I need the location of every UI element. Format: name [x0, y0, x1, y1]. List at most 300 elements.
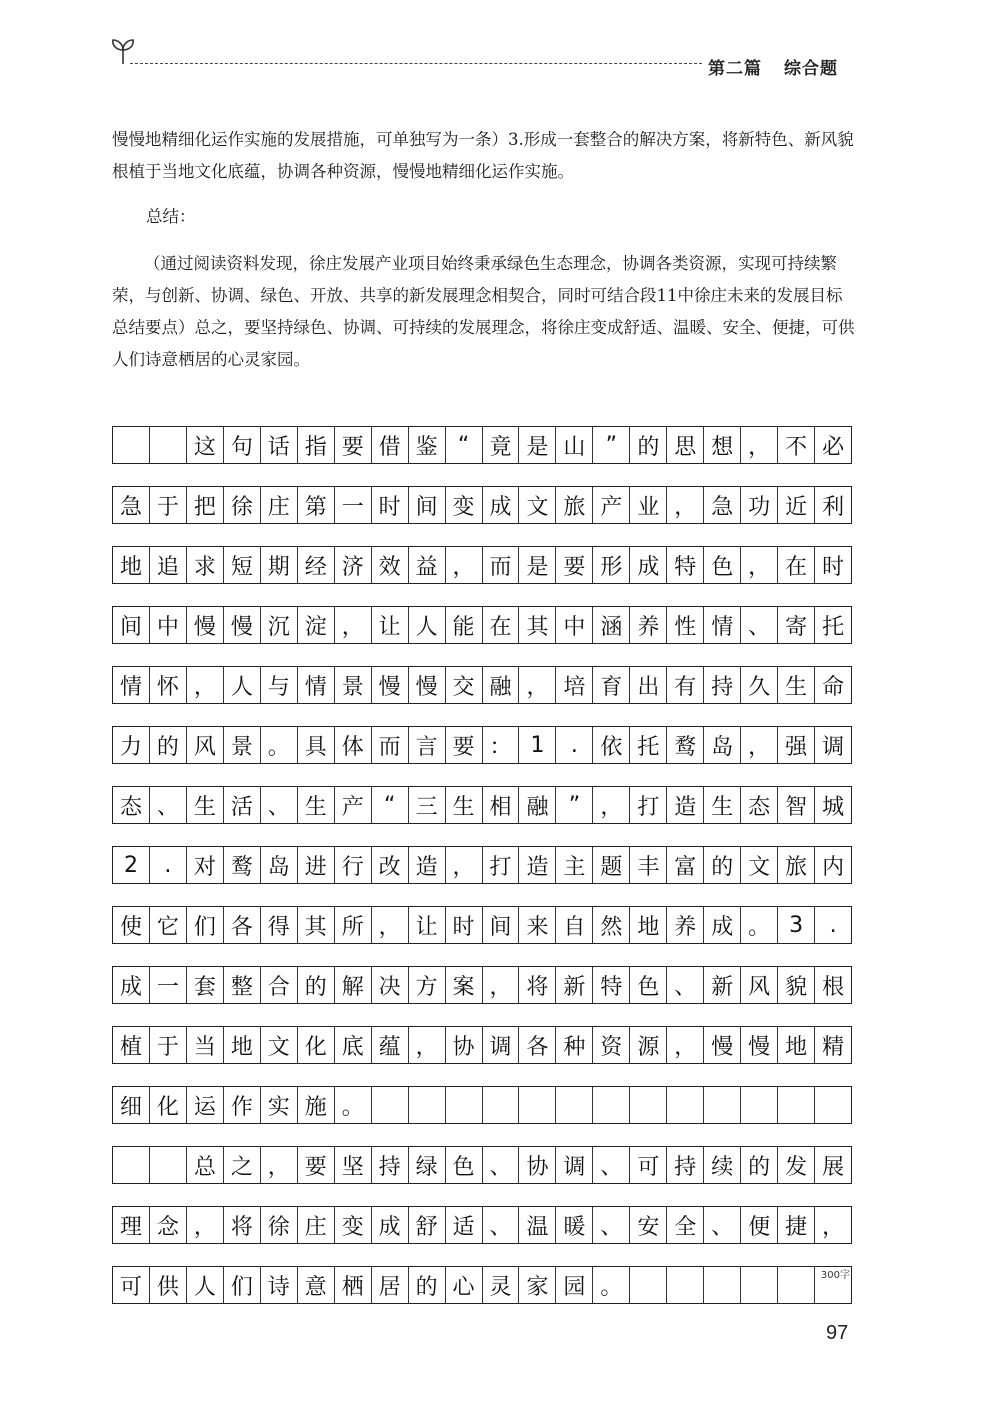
essay-grid-cell [630, 1087, 667, 1123]
essay-grid-row [112, 786, 852, 824]
essay-grid-cell [778, 1087, 815, 1123]
essay-grid-cell: 调 [822, 734, 845, 760]
essay-grid-cell: ， [446, 547, 483, 583]
essay-grid-cell: 题 [593, 847, 630, 883]
essay-grid-cell: 的 [741, 1147, 778, 1183]
running-header [708, 54, 838, 79]
essay-grid-cell: 蕴 [372, 1027, 409, 1063]
essay-grid-cell: 把 [187, 487, 224, 523]
essay-grid-cell: 济 [335, 547, 372, 583]
essay-grid-cell: 适 [446, 1207, 483, 1243]
essay-grid-cell: ， [187, 667, 224, 703]
essay-grid-cell: 新 [556, 967, 593, 1003]
essay-grid-cell: 形 [593, 547, 630, 583]
essay-grid-cell [704, 1267, 741, 1303]
essay-grid-cell: 依 [593, 727, 630, 763]
essay-grid-cell: 生 [778, 667, 815, 703]
essay-grid-cell: 效 [372, 547, 409, 583]
essay-grid-cell: 风 [187, 727, 224, 763]
essay-grid-cell: ， [483, 967, 520, 1003]
essay-grid-cell [372, 1087, 409, 1123]
essay-grid-cell: 套 [187, 967, 224, 1003]
essay-grid-cell: 是 [519, 427, 556, 463]
essay-grid-cell: 主 [556, 847, 593, 883]
essay-grid-cell: 调 [483, 1027, 520, 1063]
essay-grid-cell: 成 [630, 547, 667, 583]
essay-grid-cell: 方 [409, 967, 446, 1003]
essay-grid-cell: 解 [335, 967, 372, 1003]
essay-grid-cell: 意 [298, 1267, 335, 1303]
essay-grid-cell: 持 [667, 1147, 704, 1183]
essay-grid-cell: 坚 [335, 1147, 372, 1183]
essay-grid-cell: 案 [446, 967, 483, 1003]
essay-grid-cell: 出 [630, 667, 667, 703]
essay-grid-cell: 急 [704, 487, 741, 523]
essay-grid-cell: . [556, 727, 593, 763]
essay-grid-cell: 第 [298, 487, 335, 523]
essay-grid-cell: 地 [630, 907, 667, 943]
essay-grid-cell: 景 [335, 667, 372, 703]
essay-grid-cell: 决 [372, 967, 409, 1003]
essay-grid-cell: 诗 [261, 1267, 298, 1303]
essay-grid-cell: ， [519, 667, 556, 703]
paragraph-3: （通过阅读资料发现，徐庄发展产业项目始终秉承绿色生态理念，协调各类资源，实现可持续繁荣，与创新、协调、绿色、开放、共享的新发展理念相契合，同时可结合段11中徐庄未来的发展目标总结要点）总之，要坚持绿色、协调、可持续的发展理念，将徐庄变成舒适、温暖、安全、便捷，可供人们诗意栖居的心灵家园。 [112, 254, 855, 369]
essay-grid-cell: 它 [150, 907, 187, 943]
essay-grid-cell: 自 [556, 907, 593, 943]
essay-grid-cell: 成 [704, 907, 741, 943]
essay-grid-cell: 相 [483, 787, 520, 823]
essay-grid-cell [815, 1087, 851, 1123]
essay-grid-cell: 实 [261, 1087, 298, 1123]
essay-grid-cell: 慢 [741, 1027, 778, 1063]
essay-grid-cell: 地 [224, 1027, 261, 1063]
essay-grid-row [112, 726, 852, 764]
essay-grid-cell: 态 [113, 787, 150, 823]
essay-grid-cell: 在 [778, 547, 815, 583]
essay-grid-cell: 、 [593, 1147, 630, 1183]
essay-grid-cell: 资 [593, 1027, 630, 1063]
essay-grid-cell [667, 1087, 704, 1123]
essay-grid-cell: 与 [261, 667, 298, 703]
essay-grid-cell: 文 [741, 847, 778, 883]
essay-grid-cell: 经 [298, 547, 335, 583]
essay-grid-cell: 情 [704, 607, 741, 643]
essay-grid-cell: 、 [483, 1147, 520, 1183]
essay-grid-row [112, 1206, 852, 1244]
essay-grid-row [112, 606, 852, 644]
essay-grid-cell: 1 [519, 727, 556, 763]
essay-grid-cell: 话 [261, 427, 298, 463]
essay-grid-cell: 富 [667, 847, 704, 883]
essay-grid-cell: ， [261, 1147, 298, 1183]
essay-grid-cell: 对 [187, 847, 224, 883]
essay-grid-cell [446, 1087, 483, 1123]
essay-grid-cell [741, 1267, 778, 1303]
essay-grid-cell: 的 [409, 1267, 446, 1303]
essay-grid-cell: 。 [335, 1087, 372, 1123]
essay-grid-cell: 、 [483, 1207, 520, 1243]
essay-grid-cell: 养 [667, 907, 704, 943]
essay-grid-cell: 怀 [150, 667, 187, 703]
essay-grid-cell: 舒 [409, 1207, 446, 1243]
essay-grid-cell: 家 [519, 1267, 556, 1303]
essay-grid-cell: 持 [704, 667, 741, 703]
essay-grid-cell: 活 [224, 787, 261, 823]
essay-grid-cell: 温 [519, 1207, 556, 1243]
essay-grid-cell: . [829, 912, 837, 938]
essay-grid-cell: 生 [446, 787, 483, 823]
essay-grid-cell: 全 [667, 1207, 704, 1243]
summary-heading: 总结： [146, 207, 196, 226]
essay-grid-cell: 所 [335, 907, 372, 943]
essay-grid-cell: ， [667, 1027, 704, 1063]
essay-grid-cell: 们 [224, 1267, 261, 1303]
section-label: 综合题 [784, 59, 838, 79]
essay-grid-cell: 鹜 [667, 727, 704, 763]
essay-grid-cell: 短 [224, 547, 261, 583]
essay-grid-cell: 持 [372, 1147, 409, 1183]
essay-grid-cell: 暖 [556, 1207, 593, 1243]
essay-grid-cell: 然 [593, 907, 630, 943]
essay-grid-cell: 情 [113, 667, 150, 703]
essay-grid-cell: 居 [372, 1267, 409, 1303]
essay-grid-cell: 的 [150, 727, 187, 763]
essay-grid-cell: . [150, 847, 187, 883]
essay-grid-cell: “ [446, 427, 483, 463]
essay-grid-cell: 业 [630, 487, 667, 523]
essay-grid-cell [519, 1087, 556, 1123]
essay-grid-cell: 性 [667, 607, 704, 643]
essay-grid-cell [778, 1267, 815, 1303]
essay-grid-cell: 根 [822, 974, 845, 1000]
essay-grid-cell: 人 [409, 607, 446, 643]
essay-grid-cell: 、 [593, 1207, 630, 1243]
essay-grid-cell: 各 [224, 907, 261, 943]
essay-grid-cell: 时 [372, 487, 409, 523]
essay-grid-cell: 协 [446, 1027, 483, 1063]
essay-grid-cell: 供 [150, 1267, 187, 1303]
essay-grid-cell: 产 [335, 787, 372, 823]
essay-grid-cell: 。 [741, 907, 778, 943]
header-divider [130, 63, 702, 64]
essay-grid-cell: 色 [630, 967, 667, 1003]
essay-grid-cell: 一 [335, 487, 372, 523]
essay-grid-cell: 将 [519, 967, 556, 1003]
essay-grid-cell: 便 [741, 1207, 778, 1243]
essay-grid-cell [113, 1147, 150, 1183]
essay-grid-cell: ： [483, 727, 520, 763]
essay-grid-cell: 的 [704, 847, 741, 883]
essay-grid-cell: 得 [261, 907, 298, 943]
essay-grid-cell: 精 [822, 1034, 845, 1060]
essay-grid-cell: 生 [704, 787, 741, 823]
essay-grid-cell: 风 [741, 967, 778, 1003]
essay-grid-cell: ， [741, 547, 778, 583]
essay-grid-cell: ， [335, 607, 372, 643]
essay-grid-cell: 间 [483, 907, 520, 943]
essay-grid-cell: 绿 [409, 1147, 446, 1183]
essay-grid-cell: 使 [113, 907, 150, 943]
essay-grid-cell: 进 [298, 847, 335, 883]
essay-grid-cell: 种 [556, 1027, 593, 1063]
essay-grid-cell: 产 [593, 487, 630, 523]
essay-grid-cell: 指 [298, 427, 335, 463]
essay-grid-cell: 整 [224, 967, 261, 1003]
essay-grid-cell: 、 [150, 787, 187, 823]
essay-grid-cell: 各 [519, 1027, 556, 1063]
essay-grid-cell: 益 [409, 547, 446, 583]
essay-grid-cell: ， [446, 847, 483, 883]
essay-grid-cell: 让 [409, 907, 446, 943]
essay-grid-cell: 不 [778, 427, 815, 463]
essay-grid-cell: 慢 [224, 607, 261, 643]
essay-grid-cell: 成 [372, 1207, 409, 1243]
essay-grid-cell: 慢 [409, 667, 446, 703]
word-count-label: 300字 [820, 1270, 850, 1281]
essay-grid-cell [667, 1267, 704, 1303]
essay-grid-cell: 变 [446, 487, 483, 523]
page-number: 97 [826, 1322, 849, 1344]
essay-grid-cell: 间 [409, 487, 446, 523]
essay-grid-cell: ， [372, 907, 409, 943]
essay-grid-cell: 调 [556, 1147, 593, 1183]
essay-grid-cell: 要 [335, 427, 372, 463]
essay-grid-cell: 源 [630, 1027, 667, 1063]
essay-grid-cell: 造 [409, 847, 446, 883]
essay-grid-cell [556, 1087, 593, 1123]
essay-grid-cell: 山 [556, 427, 593, 463]
essay-grid-cell [593, 1087, 630, 1123]
essay-grid-cell: ， [187, 1207, 224, 1243]
essay-grid-cell: 将 [224, 1207, 261, 1243]
essay-grid-cell: 强 [778, 727, 815, 763]
essay-grid-cell: 展 [822, 1154, 845, 1180]
essay-grid-cell: 运 [187, 1087, 224, 1123]
essay-grid-cell: 化 [298, 1027, 335, 1063]
essay-grid-cell: 情 [298, 667, 335, 703]
essay-grid-cell: 改 [372, 847, 409, 883]
essay-grid-cell: 成 [483, 487, 520, 523]
essay-grid-cell: 丰 [630, 847, 667, 883]
essay-grid-cell: 寄 [778, 607, 815, 643]
essay-grid-cell: 其 [298, 907, 335, 943]
essay-grid-cell: 求 [187, 547, 224, 583]
essay-grid-cell: 能 [446, 607, 483, 643]
essay-grid-cell: 作 [224, 1087, 261, 1123]
essay-grid-cell: ” [556, 787, 593, 823]
chapter-label: 第二篇 [708, 59, 762, 79]
essay-grid-cell: 涵 [593, 607, 630, 643]
essay-grid-cell: 要 [298, 1147, 335, 1183]
essay-grid-cell: 岛 [261, 847, 298, 883]
essay-grid-cell: 思 [667, 427, 704, 463]
essay-grid-cell: 而 [483, 547, 520, 583]
essay-grid-cell: ， [667, 487, 704, 523]
essay-grid-cell: 可 [113, 1267, 150, 1303]
essay-grid-cell: 地 [778, 1027, 815, 1063]
essay-grid-cell: 人 [224, 667, 261, 703]
essay-grid-cell: 特 [593, 967, 630, 1003]
essay-grid-cell [409, 1087, 446, 1123]
essay-grid-cell: 发 [778, 1147, 815, 1183]
essay-grid-cell: 打 [630, 787, 667, 823]
paragraph-1: 慢慢地精细化运作实施的发展措施，可单独写为一条）3.形成一套整合的解决方案，将新特色、新风貌根植于当地文化底蕴，协调各种资源，慢慢地精细化运作实施。 [112, 130, 854, 181]
essay-grid-cell: 的 [298, 967, 335, 1003]
essay-grid-cell: ， [593, 787, 630, 823]
essay-grid-cell: 徐 [224, 487, 261, 523]
essay-grid-cell: 其 [519, 607, 556, 643]
essay-grid-cell: 句 [224, 427, 261, 463]
essay-grid-cell: 安 [630, 1207, 667, 1243]
essay-grid-cell: 慢 [372, 667, 409, 703]
essay-grid-cell: 而 [372, 727, 409, 763]
essay-grid-cell: ， [741, 727, 778, 763]
essay-grid-cell: 协 [519, 1147, 556, 1183]
essay-grid-row [112, 486, 852, 524]
essay-grid-cell: 旅 [556, 487, 593, 523]
essay-grid-row [112, 1086, 852, 1124]
essay-grid-cell [704, 1087, 741, 1123]
essay-grid-cell: 色 [446, 1147, 483, 1183]
essay-grid-cell: 中 [150, 607, 187, 643]
essay-grid-cell: 庄 [261, 487, 298, 523]
essay-grid-cell: 底 [335, 1027, 372, 1063]
essay-grid-cell: 灵 [483, 1267, 520, 1303]
essay-grid-cell: 态 [741, 787, 778, 823]
essay-grid-cell: 庄 [298, 1207, 335, 1243]
essay-grid-cell: 沉 [261, 607, 298, 643]
essay-grid-cell: 想 [704, 427, 741, 463]
essay-grid-cell: 园 [556, 1267, 593, 1303]
essay-grid-cell: 要 [556, 547, 593, 583]
essay-grid-cell: 色 [704, 547, 741, 583]
essay-grid-cell: 细 [113, 1087, 150, 1123]
essay-grid-cell: 文 [519, 487, 556, 523]
essay-grid-cell: 。 [261, 727, 298, 763]
essay-grid-row [112, 906, 852, 944]
essay-grid-cell: 在 [483, 607, 520, 643]
essay-grid-cell: 的 [630, 427, 667, 463]
essay-grid-cell: 养 [630, 607, 667, 643]
essay-grid-cell: 理 [113, 1207, 150, 1243]
essay-grid-cell [150, 427, 187, 463]
essay-grid-cell: 于 [150, 487, 187, 523]
essay-grid-cell: 。 [593, 1267, 630, 1303]
essay-grid-cell: 栖 [335, 1267, 372, 1303]
essay-grid-cell: 期 [261, 547, 298, 583]
essay-grid-row [112, 846, 852, 884]
essay-grid-cell [630, 1267, 667, 1303]
essay-grid-cell: 急 [113, 487, 150, 523]
essay-grid-cell: 这 [187, 427, 224, 463]
essay-grid-cell: 之 [224, 1147, 261, 1183]
essay-grid-cell: 利 [822, 494, 845, 520]
essay-grid-cell: ， [409, 1027, 446, 1063]
essay-grid-cell: 体 [335, 727, 372, 763]
essay-grid-cell: 生 [298, 787, 335, 823]
essay-grid-cell: 捷 [778, 1207, 815, 1243]
essay-grid-cell: 文 [261, 1027, 298, 1063]
essay-grid-cell: 具 [298, 727, 335, 763]
essay-grid-cell: 施 [298, 1087, 335, 1123]
essay-grid-cell: 让 [372, 607, 409, 643]
essay-grid-cell: 培 [556, 667, 593, 703]
essay-grid-cell: 心 [446, 1267, 483, 1303]
essay-grid-cell: 生 [187, 787, 224, 823]
essay-grid-cell: 鉴 [409, 427, 446, 463]
essay-grid-cell: 托 [822, 614, 845, 640]
essay-grid-cell: 化 [150, 1087, 187, 1123]
essay-grid-cell: ， [822, 1214, 845, 1240]
essay-grid-cell: 力 [113, 727, 150, 763]
essay-grid-cell: 人 [187, 1267, 224, 1303]
essay-grid-cell: ， [741, 427, 778, 463]
essay-grid-row [112, 1146, 852, 1184]
essay-grid-cell: 、 [704, 1207, 741, 1243]
essay-grid-row [112, 546, 852, 584]
essay-grid-cell: 久 [741, 667, 778, 703]
essay-grid-cell: 、 [261, 787, 298, 823]
essay-grid-cell [483, 1087, 520, 1123]
essay-grid-cell: 慢 [704, 1027, 741, 1063]
essay-grid-cell: 慢 [187, 607, 224, 643]
essay-grid-cell: 中 [556, 607, 593, 643]
essay-grid-cell [113, 427, 150, 463]
essay-answer-grid [112, 426, 852, 1326]
essay-grid-cell: 2 [113, 847, 150, 883]
essay-grid-cell: 地 [113, 547, 150, 583]
essay-grid-row [112, 1266, 852, 1304]
essay-grid-row [112, 966, 852, 1004]
essay-grid-cell: 岛 [704, 727, 741, 763]
essay-grid-cell: 时 [446, 907, 483, 943]
essay-grid-cell: 行 [335, 847, 372, 883]
essay-grid-cell: 育 [593, 667, 630, 703]
essay-grid-row [112, 426, 852, 464]
essay-grid-cell: 功 [741, 487, 778, 523]
essay-grid-cell: 追 [150, 547, 187, 583]
essay-grid-cell: 近 [778, 487, 815, 523]
essay-grid-cell: 城 [822, 794, 845, 820]
essay-grid-cell: 合 [261, 967, 298, 1003]
essay-grid-cell: 徐 [261, 1207, 298, 1243]
essay-grid-cell: 言 [409, 727, 446, 763]
essay-grid-cell: 要 [446, 727, 483, 763]
essay-grid-cell: 、 [667, 967, 704, 1003]
essay-grid-cell: 新 [704, 967, 741, 1003]
essay-grid-cell: 一 [150, 967, 187, 1003]
essay-grid-cell: “ [372, 787, 409, 823]
essay-grid-cell: 貌 [778, 967, 815, 1003]
essay-grid-cell: 成 [113, 967, 150, 1003]
essay-grid-cell: 、 [741, 607, 778, 643]
essay-grid-cell: 命 [822, 674, 845, 700]
essay-grid-cell [741, 1087, 778, 1123]
essay-grid-cell: 造 [667, 787, 704, 823]
essay-grid-row [112, 666, 852, 704]
essay-grid-cell: 来 [519, 907, 556, 943]
essay-grid-cell: 必 [822, 434, 845, 460]
essay-grid-cell: 智 [778, 787, 815, 823]
essay-grid-cell: 融 [483, 667, 520, 703]
essay-grid-cell: 植 [113, 1027, 150, 1063]
essay-grid-cell [150, 1147, 187, 1183]
essay-grid-cell: ” [593, 427, 630, 463]
essay-grid-cell: 特 [667, 547, 704, 583]
essay-grid-cell: 3 [778, 907, 815, 943]
essay-grid-cell: 景 [224, 727, 261, 763]
essay-grid-cell: 们 [187, 907, 224, 943]
